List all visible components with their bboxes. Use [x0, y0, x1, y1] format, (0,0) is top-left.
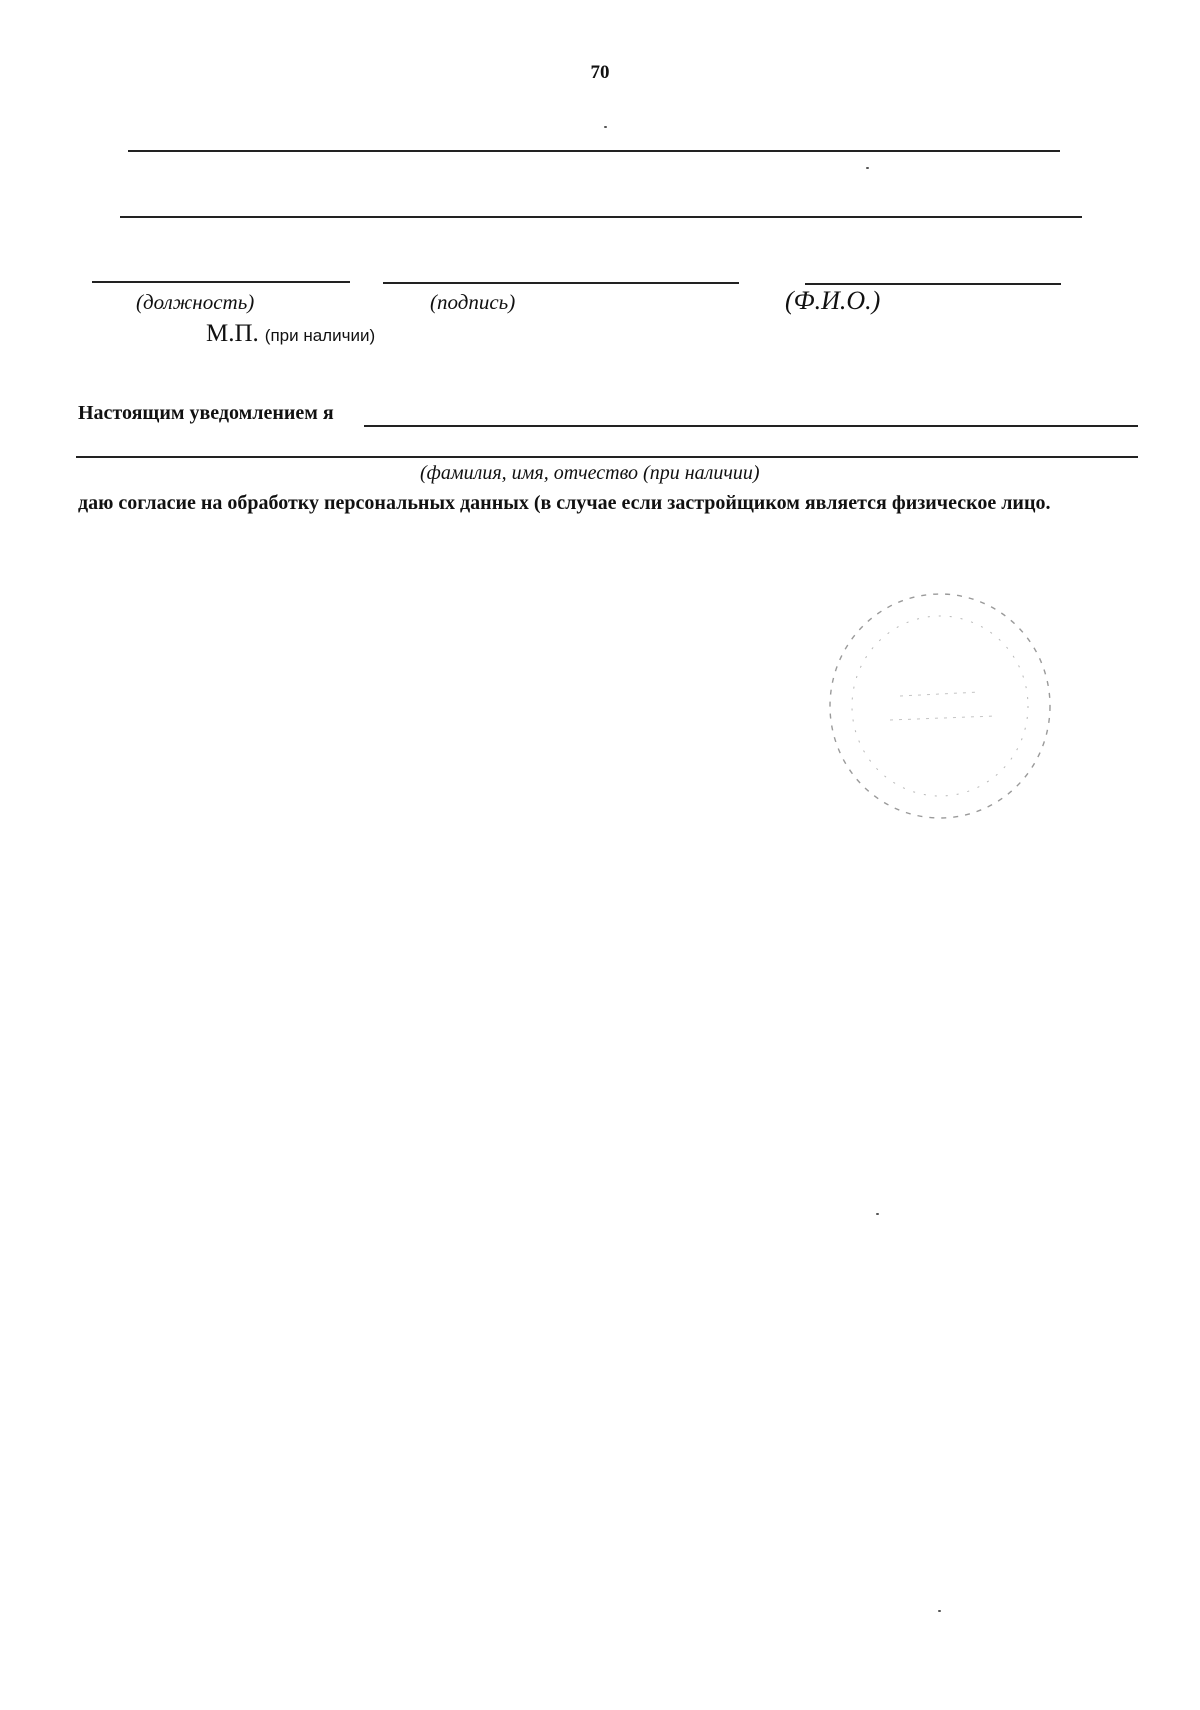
scan-speck [604, 126, 607, 128]
scan-speck [938, 1610, 941, 1612]
seal-note: (при наличии) [264, 326, 376, 345]
seal-placeholder [206, 320, 375, 348]
position-caption: (должность) [136, 290, 255, 314]
fio-caption: (Ф.И.О.) [785, 286, 881, 315]
seal-label: М.П. [206, 320, 259, 347]
fio-line [805, 283, 1061, 285]
position-line [92, 281, 350, 283]
name-line-2 [76, 456, 1138, 458]
scan-speck [866, 167, 869, 169]
blank-line-2 [120, 216, 1082, 218]
signature-line [383, 282, 739, 284]
name-caption: (фамилия, имя, отчество (при наличии) [420, 462, 760, 484]
name-line-1 [364, 425, 1138, 427]
blank-line-1 [128, 150, 1060, 152]
faint-round-seal-icon [820, 588, 1060, 828]
consent-text: даю согласие на обработку персональных данных (в случае если застройщиком является физическое лицо. [78, 492, 1051, 514]
signature-caption: (подпись) [430, 290, 516, 314]
notice-lead: Настоящим уведомлением я [78, 402, 334, 424]
scan-speck [876, 1213, 879, 1215]
page-number: 70 [590, 62, 610, 83]
